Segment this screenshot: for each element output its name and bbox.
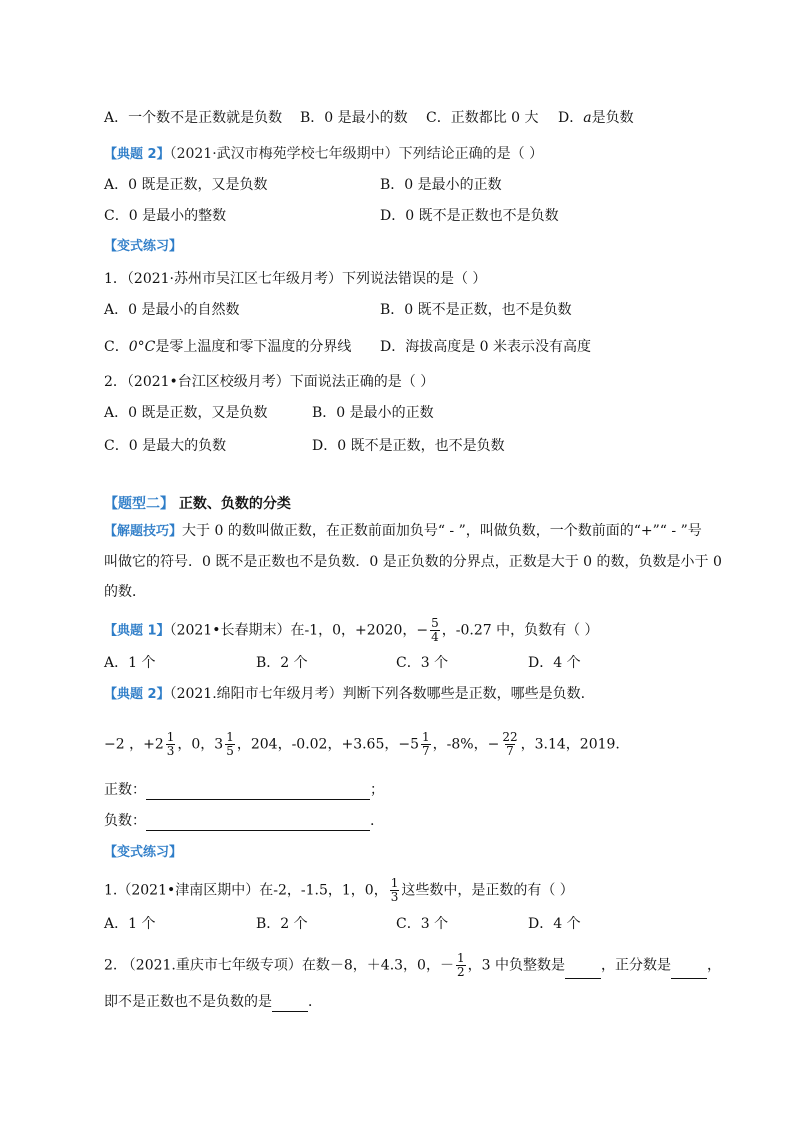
bianshi2-q2-line2: 即不是正数也不是负数的是 ． — [104, 994, 322, 1010]
bianshi2-q1-options — [104, 914, 581, 934]
fraction: $\frac{1}{7}$ — [422, 730, 430, 758]
dianti2b-tag: 【典题 2】 — [104, 687, 170, 702]
option-c: C．3 个 — [396, 655, 449, 671]
dianti2-tag: 【典题 2】 — [104, 147, 170, 162]
option-d: D．0 既不是正数，也不是负数 — [312, 438, 505, 454]
fraction: $\frac{5}{4}$ — [431, 616, 439, 644]
bianshi1-q1-row1 — [104, 300, 572, 320]
option-c: C．0 是最小的整数 — [104, 208, 227, 224]
option-c: C．0°C是零上温度和零下温度的分界线 — [104, 339, 352, 355]
tip-line-1: 【解题技巧】大于 0 的数叫做正数，在正数前面加负号“ - ”，叫做负数，一个数前面的“+”“ - ”号 — [104, 523, 702, 539]
option-a: A．1 个 — [104, 916, 156, 932]
section-tag: 【题型二】 — [104, 496, 174, 512]
option-a: A．一个数不是正数就是负数 — [104, 110, 283, 126]
option-a: A．0 既是正数，又是负数 — [104, 405, 268, 421]
dianti2-stem: 【典题 2】（2021·武汉市梅苑学校七年级期中）下列结论正确的是（ ） — [104, 146, 544, 162]
bianshi1-q1-stem: 1．（2021·苏州市吴江区七年级月考）下列说法错误的是（ ） — [104, 271, 487, 287]
tip-line-2: 叫做它的符号．0 既不是正数也不是负数．0 是正负数的分界点，正数是大于 0 的数，负数是小于 0 — [104, 554, 722, 570]
dianti1b-tag: 【典题 1】 — [104, 623, 170, 639]
dianti1b-options — [104, 653, 581, 673]
option-d: D．4 个 — [528, 655, 581, 671]
option-b: B．0 是最小的数 — [300, 110, 408, 126]
option-b: B．0 是最小的正数 — [380, 177, 502, 193]
dianti2-options-row1 — [104, 175, 502, 195]
fraction: $\frac{1}{3}$ — [166, 730, 175, 758]
option-a: A．1 个 — [104, 655, 156, 671]
negative-answer-blank[interactable] — [146, 814, 370, 831]
dianti2-options-row2 — [104, 206, 559, 226]
positive-answer-blank[interactable] — [146, 783, 370, 800]
bianshi1-q2-stem: 2．（2021•台江区校级月考）下面说法正确的是（ ） — [104, 374, 435, 390]
option-b: B．2 个 — [256, 916, 308, 932]
tip-line-3: 的数． — [104, 584, 146, 600]
bianshi2-q1-stem: 1.（2021•津南区期中）在-2，-1.5，1，0， $\frac{1}{3}$ 这些数中，是正数的有（ ） — [104, 876, 574, 904]
section-heading — [104, 494, 291, 514]
option-d: D．4 个 — [528, 916, 581, 932]
option-c: C．0 是最大的负数 — [104, 438, 227, 454]
negative-integer-blank[interactable] — [565, 962, 601, 979]
option-d: D．海拔高度是 0 米表示没有高度 — [380, 339, 592, 355]
fraction: $\frac{1}{2}$ — [456, 951, 465, 979]
bianshi1-q2-row1 — [104, 403, 434, 423]
bianshi1-q2-row2 — [104, 436, 505, 456]
negative-answer-line: 负数： . — [104, 813, 375, 829]
positive-fraction-blank[interactable] — [671, 962, 707, 979]
dianti1b-stem: 【典题 1】（2021•长春期末）在-1，0，+2020，− $\frac{5}{4}$ ，-0.27 中，负数有（ ） — [104, 616, 599, 644]
option-a: A．0 既是正数，又是负数 — [104, 177, 268, 193]
option-b: B．2 个 — [256, 655, 308, 671]
bianshi-tag: 【变式练习】 — [104, 239, 183, 254]
option-b: B．0 是最小的正数 — [312, 405, 434, 421]
number-list: −2 ，+2 $\frac{1}{3}$ ，0，3 $\frac{1}{5}$ ，204，-0.02，+3.65，−5 $\frac{1}{7}$ ，-8%，− $\frac{22}{7}$ ，3.14，2019. — [104, 730, 620, 758]
option-b: B．0 既不是正数，也不是负数 — [380, 302, 572, 318]
bianshi2-q2-line1: 2. （2021.重庆市七年级专项）在数－8，＋4.3，0，－ $\frac{1}{2}$ ，3 中负整数是 ，正分数是 ， — [104, 951, 721, 979]
positive-answer-line: 正数： ； — [104, 782, 384, 798]
option-d: D．a是负数 — [558, 110, 634, 126]
option-c: C．3 个 — [396, 916, 449, 932]
tip-tag: 【解题技巧】 — [104, 524, 183, 539]
fraction: $\frac{1}{3}$ — [390, 876, 399, 904]
bianshi2-tag: 【变式练习】 — [104, 845, 183, 860]
option-a: A．0 是最小的自然数 — [104, 302, 240, 318]
option-c: C．正数都比 0 大 — [426, 110, 539, 126]
dianti2b-stem: 【典题 2】（2021.绵阳市七年级月考）判断下列各数哪些是正数，哪些是负数. — [104, 686, 586, 702]
option-d: D．0 既不是正数也不是负数 — [380, 208, 559, 224]
fraction: $\frac{22}{7}$ — [502, 730, 518, 758]
bianshi1-q1-row2 — [104, 337, 591, 357]
section-title: 正数、负数的分类 — [178, 496, 291, 512]
intro-options-row — [104, 108, 634, 128]
fraction: $\frac{1}{5}$ — [226, 730, 234, 758]
zero-blank[interactable] — [272, 995, 308, 1012]
